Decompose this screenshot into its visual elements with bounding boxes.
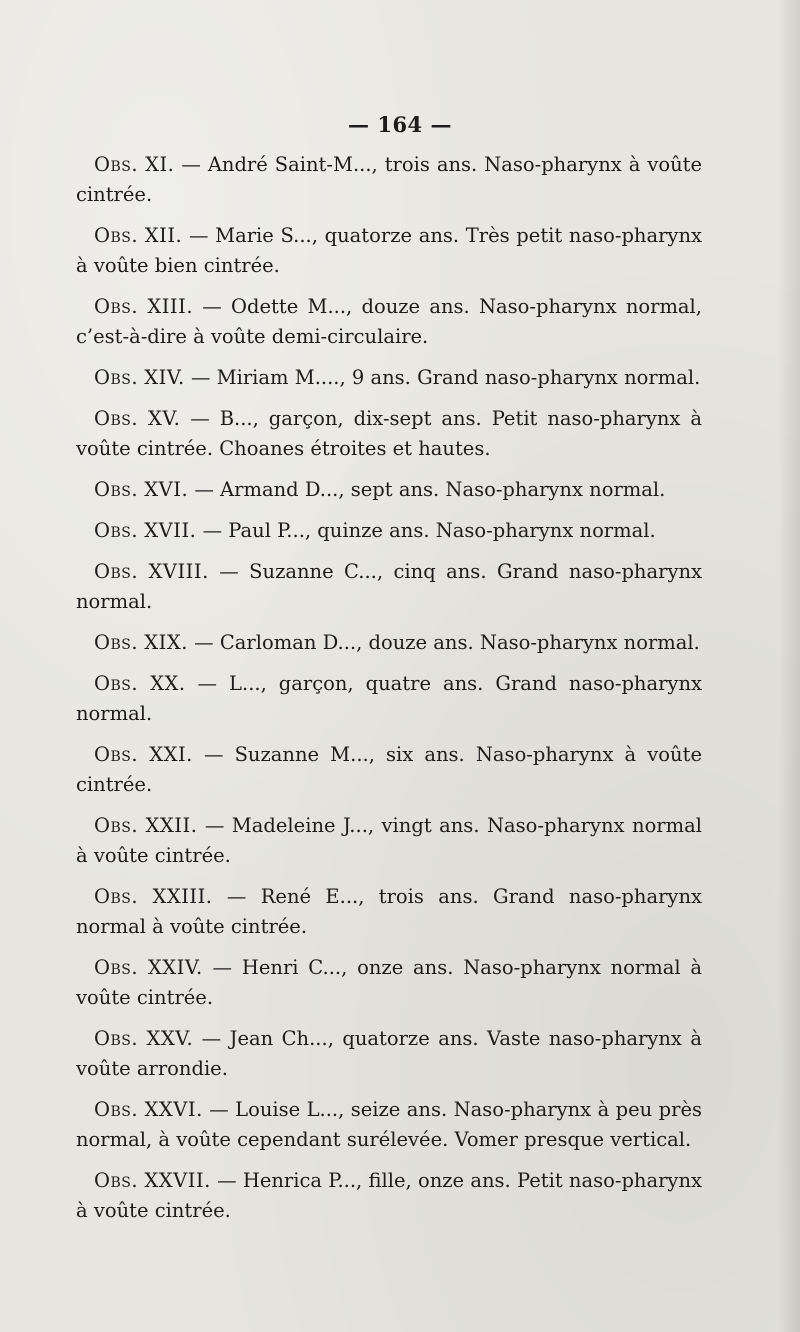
observation-text: — Odette M..., douze ans. Naso-pharynx normal, c’est-à-dire à voûte demi-circulaire. (76, 295, 702, 348)
observation-entry (76, 1166, 702, 1226)
observation-entry (76, 740, 702, 800)
observation-text: — Carloman D..., douze ans. Naso-pharynx normal. (194, 631, 700, 654)
observation-text: — Marie S..., quatorze ans. Très petit naso-pharynx à voûte bien cintrée. (76, 224, 703, 277)
observation-entry (76, 557, 702, 617)
observation-number: XIII. (147, 295, 194, 318)
observation-number: XXIII. (152, 885, 213, 908)
observation-label: Obs. (94, 1098, 139, 1121)
observation-label: Obs. (94, 631, 139, 654)
observation-number: XXI. (149, 743, 193, 766)
observation-label: Obs. (94, 153, 139, 176)
observation-text: — André Saint-M..., trois ans. Naso-pharynx à voûte cintrée. (76, 153, 703, 206)
observation-entry (76, 1024, 702, 1084)
observation-number: XIV. (144, 366, 185, 389)
observation-number: XIX. (144, 631, 188, 654)
observation-number: XV. (148, 407, 181, 430)
observation-number: XX. (150, 672, 186, 695)
observation-text: — Suzanne C..., cinq ans. Grand naso-pharynx normal. (76, 560, 703, 613)
page-number: — 164 — (348, 112, 452, 137)
observation-entry (76, 953, 702, 1013)
observation-label: Obs. (94, 956, 139, 979)
observation-label: Obs. (94, 224, 139, 247)
observation-label: Obs. (94, 366, 139, 389)
observation-text: — Louise L..., seize ans. Naso-pharynx à peu près normal, à voûte cependant surélevée. Vomer presque vertical. (76, 1098, 703, 1151)
observation-text: — Suzanne M..., six ans. Naso-pharynx à voûte cintrée. (76, 743, 702, 796)
observation-number: XVII. (144, 519, 197, 542)
observation-entry (76, 1095, 702, 1155)
observation-label: Obs. (94, 743, 139, 766)
observation-number: XXIV. (147, 956, 203, 979)
observation-label: Obs. (94, 885, 139, 908)
observation-number: XII. (144, 224, 183, 247)
observation-text: — Henrica P..., fille, onze ans. Petit naso-pharynx à voûte cintrée. (76, 1169, 703, 1222)
observation-label: Obs. (94, 1169, 139, 1192)
observation-label: Obs. (94, 519, 139, 542)
observation-list (76, 150, 702, 1237)
observation-text: — Jean Ch..., quatorze ans. Vaste naso-pharynx à voûte arrondie. (76, 1027, 702, 1080)
observation-label: Obs. (94, 295, 139, 318)
observation-entry (76, 292, 702, 352)
observation-entry (76, 404, 702, 464)
observation-entry (76, 221, 702, 281)
observation-entry (76, 882, 702, 942)
observation-text: — Madeleine J..., vingt ans. Naso-pharynx normal à voûte cintrée. (76, 814, 702, 867)
observation-number: XXII. (145, 814, 198, 837)
observation-text: — Miriam M...., 9 ans. Grand naso-pharynx normal. (190, 366, 701, 389)
observation-entry (76, 475, 702, 505)
observation-text: — René E..., trois ans. Grand naso-pharynx normal à voûte cintrée. (76, 885, 702, 938)
observation-label: Obs. (94, 560, 139, 583)
observation-number: XXVII. (144, 1169, 211, 1192)
observation-number: XVIII. (148, 560, 209, 583)
observation-number: XXV. (146, 1027, 194, 1050)
observation-text: — Armand D..., sept ans. Naso-pharynx normal. (194, 478, 666, 501)
observation-text: — L..., garçon, quatre ans. Grand naso-pharynx normal. (76, 672, 703, 725)
observation-entry (76, 363, 702, 393)
observation-entry (76, 516, 702, 546)
observation-label: Obs. (94, 672, 139, 695)
observation-entry (76, 150, 702, 210)
observation-entry (76, 811, 702, 871)
observation-number: XXVI. (144, 1098, 203, 1121)
observation-number: XI. (145, 153, 175, 176)
observation-label: Obs. (94, 407, 139, 430)
observation-label: Obs. (94, 478, 139, 501)
observation-text: — Paul P..., quinze ans. Naso-pharynx normal. (202, 519, 656, 542)
observation-label: Obs. (94, 814, 139, 837)
observation-number: XVI. (144, 478, 189, 501)
observation-text: — Henri C..., onze ans. Naso-pharynx normal à voûte cintrée. (76, 956, 703, 1009)
observation-text: — B..., garçon, dix-sept ans. Petit naso-pharynx à voûte cintrée. Choanes étroites et hautes. (76, 407, 702, 460)
page-edge-shadow (778, 0, 800, 1332)
observation-label: Obs. (94, 1027, 139, 1050)
observation-entry (76, 669, 702, 729)
observation-entry (76, 628, 702, 658)
